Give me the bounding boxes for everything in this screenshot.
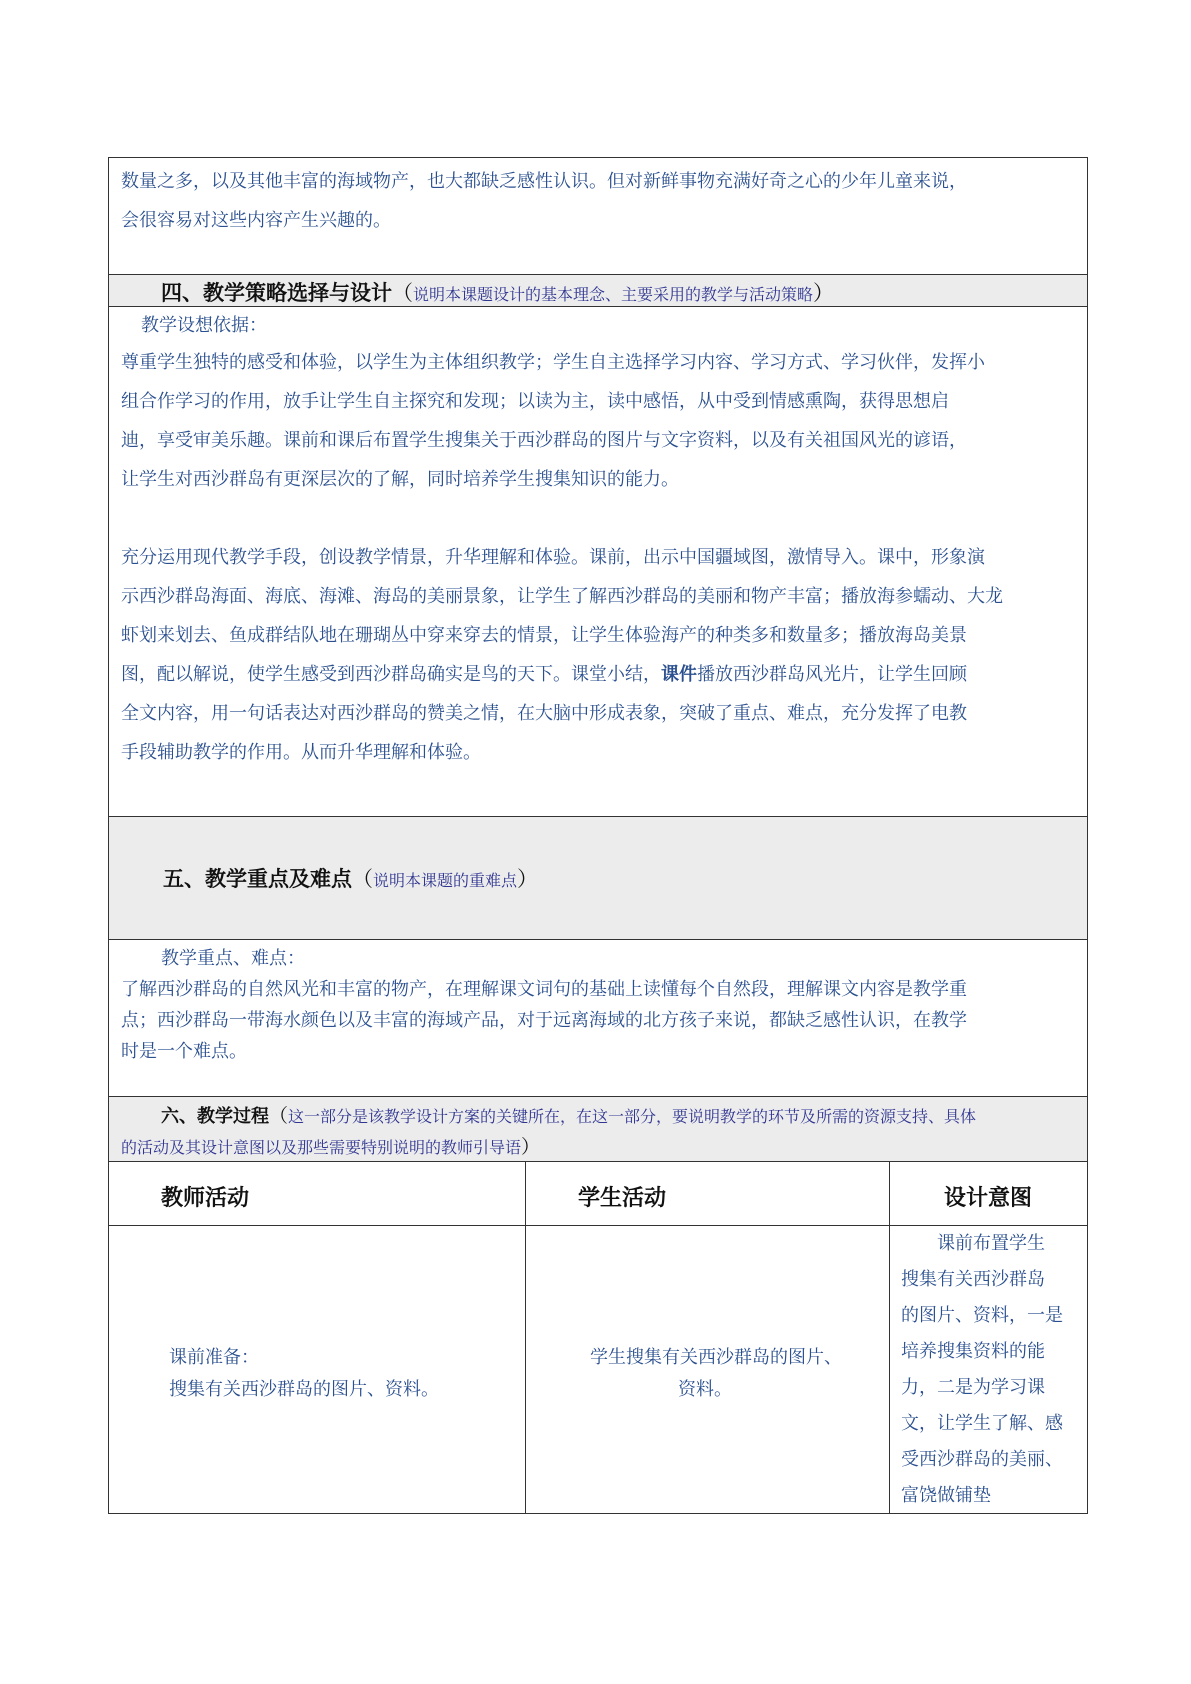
text-line: 数量之多，以及其他丰富的海域物产，也大都缺乏感性认识。但对新鲜事物充满好奇之心的少年儿童来说， [121,171,967,192]
text-line: 课前布置学生 [937,1233,1045,1254]
text-line: 富饶做铺垫 [901,1485,991,1506]
cell-student [526,1226,890,1514]
text-line: 搜集有关西沙群岛 [901,1269,1045,1290]
blank-line [121,499,1077,538]
section5-title: 五、教学重点及难点 [163,866,352,891]
text-line: 课前准备： [169,1347,259,1368]
text-line: 手段辅助教学的作用。从而升华理解和体验。 [121,742,481,763]
section4-header: 四、教学策略选择与设计（说明本课题设计的基本理念、主要采用的教学与活动策略） [108,275,1088,307]
section5-header: 五、教学重点及难点（说明本课题的重难点） [108,817,1088,940]
section6-header: 六、教学过程（这一部分是该教学设计方案的关键所在，在这一部分，要说明教学的环节及所需的资源支持、具体 的活动及其设计意图以及那些需要特别说明的教师引导语） [108,1097,1088,1162]
section6-note-line2: 的活动及其设计意图以及那些需要特别说明的教师引导语 [121,1138,522,1157]
text-line: 了解西沙群岛的自然风光和丰富的物产，在理解课文词句的基础上读懂每个自然段，理解课文内容是教学重 [121,979,967,1000]
column-header-student: 学生活动 [526,1162,890,1226]
section6-note-line1: 这一部分是该教学设计方案的关键所在，在这一部分，要说明教学的环节及所需的资源支持、具体 [288,1107,977,1126]
column-header-intent: 设计意图 [890,1162,1088,1226]
focus-label: 教学重点、难点： [161,948,305,969]
text-line: 图，配以解说，使学生感受到西沙群岛确实是鸟的天下。课堂小结，课件播放西沙群岛风光片，让学生回顾 [121,664,967,685]
text-line: 培养搜集资料的能 [901,1341,1045,1362]
section4-title: 四、教学策略选择与设计 [161,280,392,305]
text-line: 让学生对西沙群岛有更深层次的了解，同时培养学生搜集知识的能力。 [121,469,679,490]
section5-note: 说明本课题的重难点 [373,871,518,890]
text-line: 充分运用现代教学手段，创设教学情景，升华理解和体验。课前，出示中国疆域图，激情导入。课中，形象演 [121,547,985,568]
lesson-plan-document [108,157,1088,1514]
section6-title: 六、教学过程 [161,1106,269,1127]
text-line: 文，让学生了解、感 [901,1413,1063,1434]
text-line: 全文内容，用一句话表达对西沙群岛的赞美之情，在大脑中形成表象，突破了重点、难点，充分发挥了电教 [121,703,967,724]
text-line: 尊重学生独特的感受和体验，以学生为主体组织教学；学生自主选择学习内容、学习方式、学习伙伴，发挥小 [121,352,985,373]
section4-body [108,307,1088,817]
text-line: 点；西沙群岛一带海水颜色以及丰富的海域产品，对于远离海域的北方孩子来说，都缺乏感性认识，在教学 [121,1010,967,1031]
keyword-courseware: 课件 [661,664,697,685]
section5-body [108,940,1088,1097]
text-line: 受西沙群岛的美丽、 [901,1449,1063,1470]
process-table-header [108,1162,1088,1226]
section4-note: 说明本课题设计的基本理念、主要采用的教学与活动策略 [413,285,814,304]
text-line: 的图片、资料，一是 [901,1305,1063,1326]
text-line: 会很容易对这些内容产生兴趣的。 [121,210,391,231]
text-line: 学生搜集有关西沙群岛的图片、 [590,1347,842,1368]
cell-intent [890,1226,1088,1514]
cell-teacher [108,1226,526,1514]
table-row [108,1226,1088,1514]
analysis-continuation-block [108,157,1088,275]
text-line: 组合作学习的作用，放手让学生自主探究和发现；以读为主，读中感悟，从中受到情感熏陶，获得思想启 [121,391,949,412]
text-line: 力，二是为学习课 [901,1377,1045,1398]
text-line: 虾划来划去、鱼成群结队地在珊瑚丛中穿来穿去的情景，让学生体验海产的种类多和数量多；播放海岛美景 [121,625,967,646]
text-line: 资料。 [678,1379,732,1400]
text-line: 时是一个难点。 [121,1041,247,1062]
column-header-teacher: 教师活动 [108,1162,526,1226]
text-line: 搜集有关西沙群岛的图片、资料。 [169,1379,439,1400]
basis-label: 教学设想依据： [141,315,267,336]
text-line: 迪，享受审美乐趣。课前和课后布置学生搜集关于西沙群岛的图片与文字资料，以及有关祖国风光的谚语， [121,430,967,451]
text-line: 示西沙群岛海面、海底、海滩、海岛的美丽景象，让学生了解西沙群岛的美丽和物产丰富；播放海参蠕动、大龙 [121,586,1003,607]
